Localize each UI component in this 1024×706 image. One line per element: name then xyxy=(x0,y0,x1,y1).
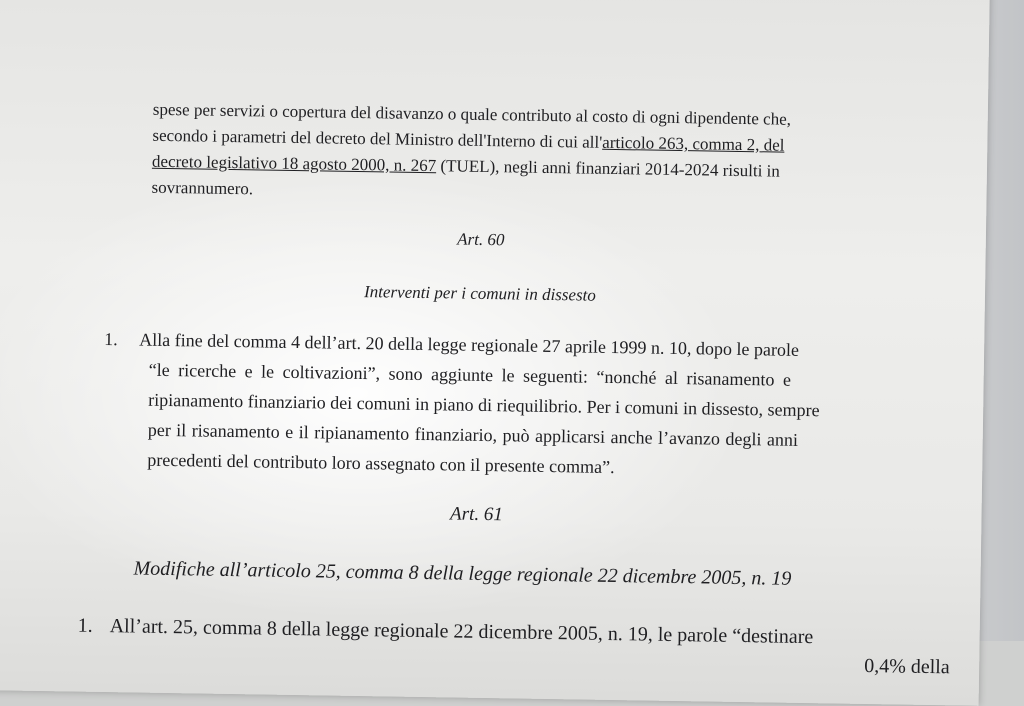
art61-para-line-1: All’art. 25, comma 8 della legge regionale 22 dicembre 2005, n. 19, le parole “destinare xyxy=(109,615,814,649)
decreto-link: decreto legislativo 18 agosto 2000, n. 267 xyxy=(151,151,437,176)
paragraph-line-1: spese per servizi o copertura del disavanzo o quale contributo al costo di ogni dipendente che, xyxy=(152,99,792,129)
article-60-number: Art. 60 xyxy=(457,229,505,250)
paragraph-line-4: sovrannumero. xyxy=(151,177,254,199)
art60-para-line-4: per il risanamento e il ripianamento finanziario, può applicarsi anche l’avanzo degli anni xyxy=(147,419,799,450)
article-60-title: Interventi per i comuni in dissesto xyxy=(363,282,597,305)
art60-para-line-2: “le ricerche e le coltivazioni”, sono aggiunte le seguenti: “nonché al risanamento e xyxy=(148,359,792,390)
paragraph-line-2-text: secondo i parametri del decreto del Ministro dell'Interno di cui all' xyxy=(152,125,603,152)
paragraph-line-2 xyxy=(152,126,784,156)
article-263-link: articolo 263, comma 2, del xyxy=(602,132,785,155)
art60-para-line-3: ripianamento finanziario dei comuni in piano di riequilibrio. Per i comuni in dissesto, sempre xyxy=(148,389,820,421)
art60-para-line-1: Alla fine del comma 4 dell’art. 20 della legge regionale 27 aprile 1999 n. 10, dopo le parole xyxy=(139,329,800,360)
art61-para-line-1-end: 0,4% della xyxy=(864,654,950,679)
article-61-number: Art. 61 xyxy=(449,503,504,526)
paragraph-line-3-text: (TUEL), negli anni finanziari 2014-2024 risulti in xyxy=(436,156,781,181)
article-61-title: Modifiche all’articolo 25, comma 8 della legge regionale 22 dicembre 2005, n. 19 xyxy=(133,557,792,590)
paragraph-line-3 xyxy=(152,152,780,182)
art60-item-number: 1. xyxy=(104,328,118,350)
art61-item-number: 1. xyxy=(77,614,93,637)
art60-para-line-5: precedenti del contributo loro assegnato con il presente comma”. xyxy=(147,449,615,478)
